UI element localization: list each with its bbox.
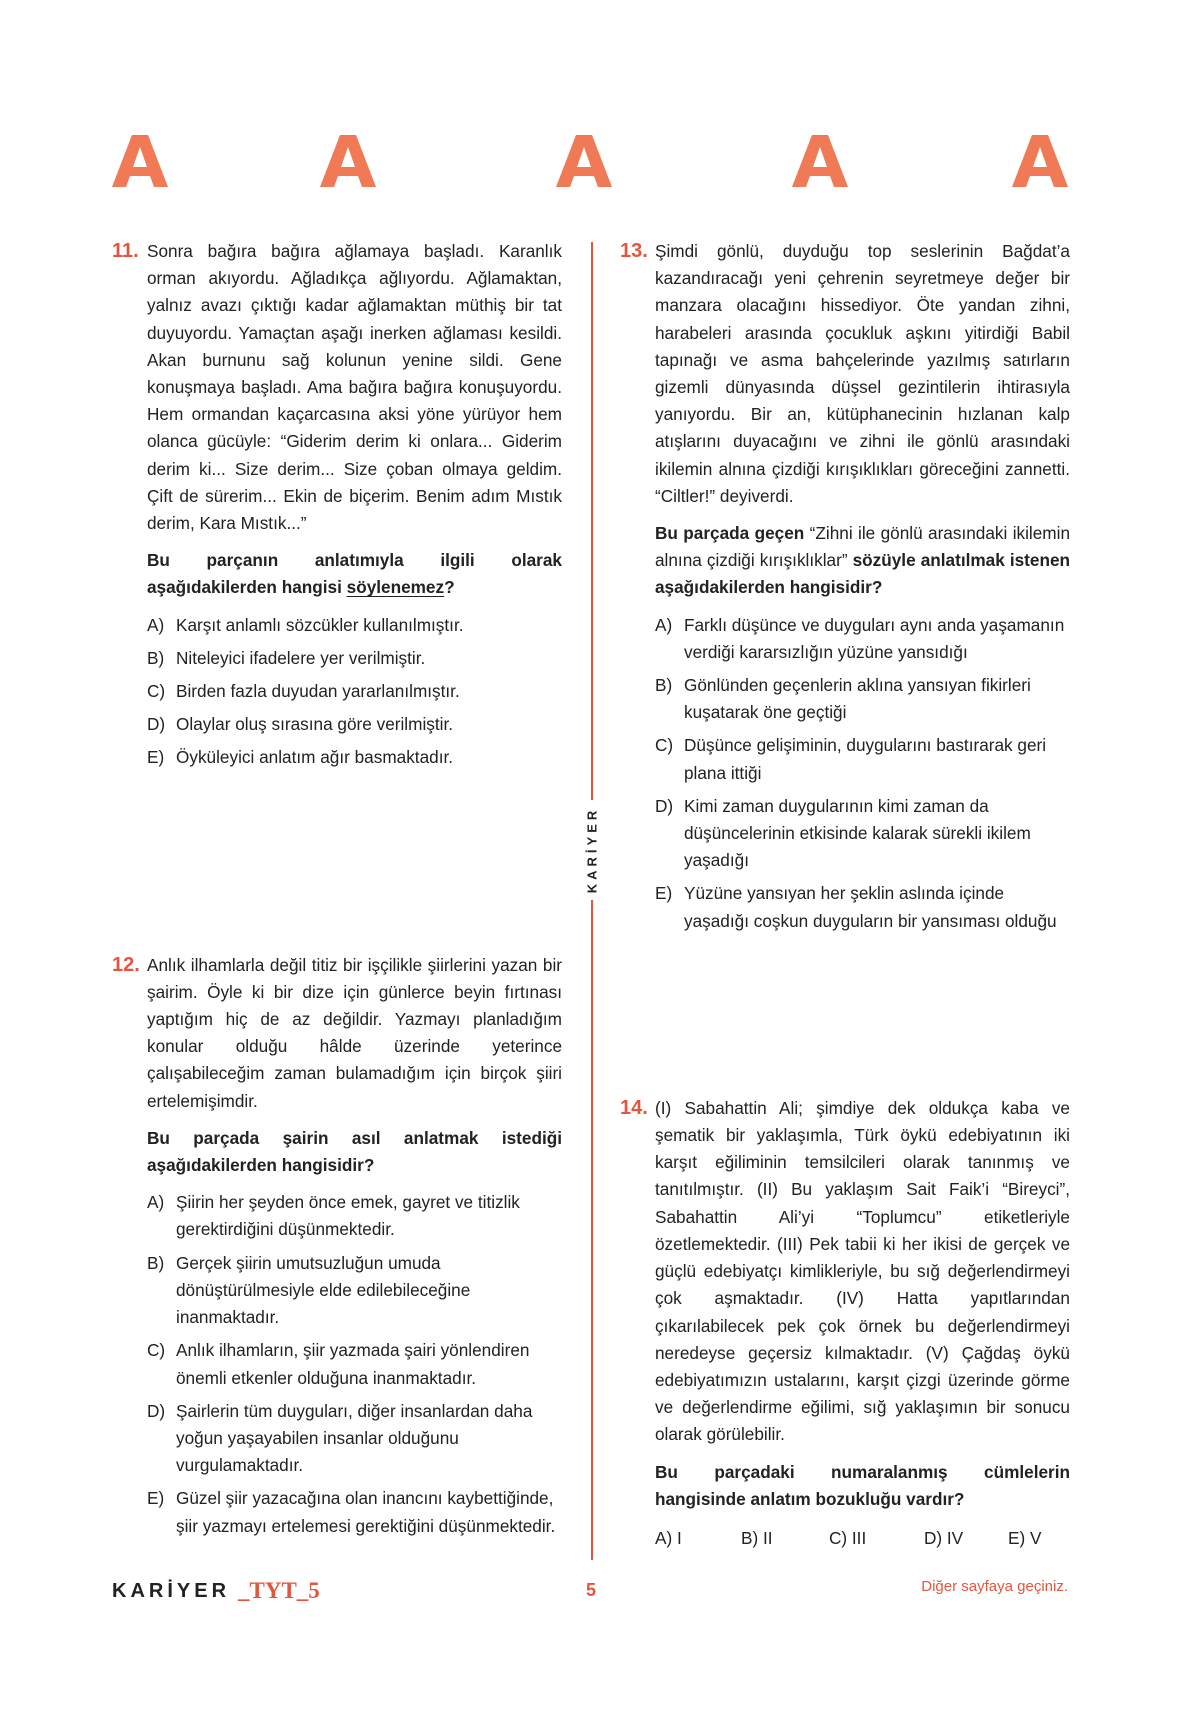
option-a[interactable]: A) Şiirin her şeyden önce emek, gayret ve titizlik gerektirdiğini düşünmektedir. bbox=[147, 1192, 520, 1240]
option-e[interactable]: E) V bbox=[1008, 1527, 1042, 1548]
booklet-a-icon bbox=[112, 135, 168, 187]
question-13 bbox=[620, 238, 1070, 935]
quoted-phrase: “Zihni ile gönlü arasındaki ikilemin alnına çizdiği kırışıklıklar” bbox=[655, 523, 1070, 571]
option-b[interactable]: B) Niteleyici ifadelere yer verilmiştir. bbox=[147, 647, 426, 668]
question-stem: Bu parçada geçen “Zihni ile gönlü arasındaki ikilemin alnına çizdiği kırışıklıklar” sözüyle anlatılmak istenen aşağıdakilerden hangisidir? bbox=[655, 523, 1070, 598]
question-number: 14. bbox=[620, 1096, 648, 1119]
option-b[interactable]: B) Gerçek şiirin umutsuzluğun umuda dönüştürülmesiyle elde edilebileceğine inanmaktadır. bbox=[147, 1252, 471, 1328]
question-12 bbox=[112, 952, 562, 1540]
column-divider bbox=[591, 242, 593, 1560]
question-number: 13. bbox=[620, 240, 648, 262]
option-c[interactable]: C) Birden fazla duyudan yararlanılmıştır. bbox=[147, 681, 460, 702]
footer-test-code: _TYT_5 bbox=[238, 1578, 320, 1603]
page-number: 5 bbox=[586, 1580, 597, 1600]
answer-options bbox=[147, 612, 562, 772]
question-text: Anlık ilhamlarla değil titiz bir işçilikle şiirlerini yazan bir şairim. Öyle ki bir dize için günlerce beyin fırtınası yaptığım hiç de az değildir. Yazmayı planladığım konular olduğu hâlde üzerinde yeterince çalışabileceğim zaman bulamadığım için birçok şiiri ertelemişimdir. bbox=[147, 954, 562, 1111]
header-letters bbox=[0, 135, 1200, 195]
negative-keyword: söylenemez bbox=[346, 577, 445, 598]
booklet-a-icon bbox=[556, 135, 612, 187]
option-e[interactable]: E) Yüzüne yansıyan her şeklin aslında içinde yaşadığı coşkun duyguların bir yansıması olduğu bbox=[655, 883, 1057, 931]
booklet-a-icon bbox=[320, 135, 376, 187]
question-14 bbox=[620, 1095, 1070, 1552]
question-text: (I) Sabahattin Ali; şimdiye dek oldukça kaba ve şematik bir yaklaşımla, Türk öykü edebiyatının iki karşıt eğiliminin temsilcileri olarak tanınmış ve tanıtılmıştır. (II) Bu yaklaşım Sait Faik’i “Bireyci”, Sabahattin Ali’yi “Toplumcu” etiketleriyle özetlemektedir. (III) Pek tabii ki her ikisi de gerçek ve güçlü edebiyatçı kimlikleriyle, bu sığ değerlendirmeyi çok aşmaktadır. (IV) Hatta yapıtlarından çıkarılabilecek pek çok örnek bu değerlendirmeyi neredeyse geçersiz kılmaktadır. (V) Çağdaş öykü edebiyatımızın ustalarını, karşıt çizgi üzerinde görme ve değerlendirme eğilimi, sığ yaklaşımın bir sonucu olarak görülebilir. bbox=[655, 1097, 1070, 1445]
option-b[interactable]: B) Gönlünden geçenlerin aklına yansıyan fikirleri kuşatarak öne geçtiği bbox=[655, 675, 1031, 723]
question-number: 12. bbox=[112, 953, 140, 976]
option-d[interactable]: D) Olaylar oluş sırasına göre verilmiştir. bbox=[147, 714, 453, 735]
question-11 bbox=[112, 238, 562, 772]
option-c[interactable]: C) Düşünce gelişiminin, duygularını bastırarak geri plana ittiği bbox=[655, 735, 1047, 783]
right-column bbox=[620, 238, 1070, 1552]
option-b[interactable]: B) II bbox=[741, 1527, 773, 1548]
side-brand: KARİYER bbox=[584, 806, 600, 894]
question-stem: Bu parçada şairin asıl anlatmak istediği aşağıdakilerden hangisidir? bbox=[147, 1127, 562, 1176]
option-a[interactable]: A) Farklı düşünce ve duyguları aynı anda yaşamanın verdiği kararsızlığın yüzüne yansıdığı bbox=[655, 614, 1065, 662]
option-a[interactable]: A) I bbox=[655, 1527, 682, 1548]
question-stem: Bu parçanın anlatımıyla ilgili olarak aşağıdakilerden hangisi söylenemez? bbox=[147, 550, 562, 598]
footer-brand: KARİYER bbox=[112, 1580, 231, 1602]
booklet-a-icon bbox=[792, 135, 848, 187]
option-a[interactable]: A) Karşıt anlamlı sözcükler kullanılmıştır. bbox=[147, 614, 464, 635]
booklet-a-icon bbox=[1012, 135, 1068, 187]
option-c[interactable]: C) III bbox=[829, 1527, 867, 1548]
option-d[interactable]: D) Şairlerin tüm duyguları, diğer insanlardan daha yoğun yaşayabilen insanlar olduğunu vurgulamaktadır. bbox=[147, 1400, 533, 1476]
question-number: 11. bbox=[112, 240, 139, 262]
question-text: Şimdi gönlü, duyduğu top seslerinin Bağdat’a kazandıracağı yeni çehrenin seyretmeye değer bir manzara olacağını hissediyor. Öte yandan zihni, harabeleri arasında çocukluk aşkını yitirdiği Babil tapınağı ve asma bahçelerinde yazılmış satırların gizemli dünyasında düşsel gezintilerin ihtirasıyla yanıyordu. Bir an, kütüphanecinin hızlanan kalp atışlarını duyacağını ve zihni ile gönlü arasındaki ikilemin alnına çizdiği kırışıklıkları göreceğini zannetti. “Ciltler!” deyiverdi. bbox=[655, 241, 1070, 506]
option-e[interactable]: E) Öyküleyici anlatım ağır basmaktadır. bbox=[147, 747, 454, 768]
option-d[interactable]: D) IV bbox=[924, 1527, 964, 1548]
question-stem: Bu parçadaki numaralanmış cümlelerin hangisinde anlatım bozukluğu vardır? bbox=[655, 1461, 1070, 1509]
answer-options bbox=[655, 612, 1070, 935]
question-text: Sonra bağıra bağıra ağlamaya başladı. Karanlık orman akıyordu. Ağladıkça ağlıyordu. Ağlamaktan, yalnız avazı çıktığı kadar ağlamaktan müthiş bir tat duyuyordu. Yamaçtan aşağı inerken ağlaması kesildi. Akan burnunu sağ kolunun yenine sildi. Gene konuşmaya başladı. Ama bağıra bağıra konuşuyordu. Hem ormandan kaçarcasına aksi yöne yürüyor hem olanca gücüyle: “Giderim derim ki onlara... Giderim derim ki... Size derim... Size çoban olmaya geldim. Çift de sürerim... Ekin de biçerim. Benim adım Mıstık derim, Kara Mıstık...” bbox=[147, 241, 562, 534]
option-c[interactable]: C) Anlık ilhamların, şiir yazmada şairi yönlendiren önemli etkenler olduğuna inanmaktadır. bbox=[147, 1340, 530, 1388]
option-e[interactable]: E) Güzel şiir yazacağına olan inancını kaybettiğinde, şiir yazmayı ertelemesi gerektiğini düşünmektedir. bbox=[147, 1488, 556, 1536]
left-column bbox=[112, 238, 562, 1546]
answer-options bbox=[655, 1525, 1070, 1552]
answer-options bbox=[147, 1189, 562, 1539]
option-d[interactable]: D) Kimi zaman duygularının kimi zaman da düşüncelerinin etkisinde kalarak sürekli ikilem yaşadığı bbox=[655, 795, 1031, 871]
next-page-note: Diğer sayfaya geçiniz. bbox=[921, 1578, 1068, 1595]
